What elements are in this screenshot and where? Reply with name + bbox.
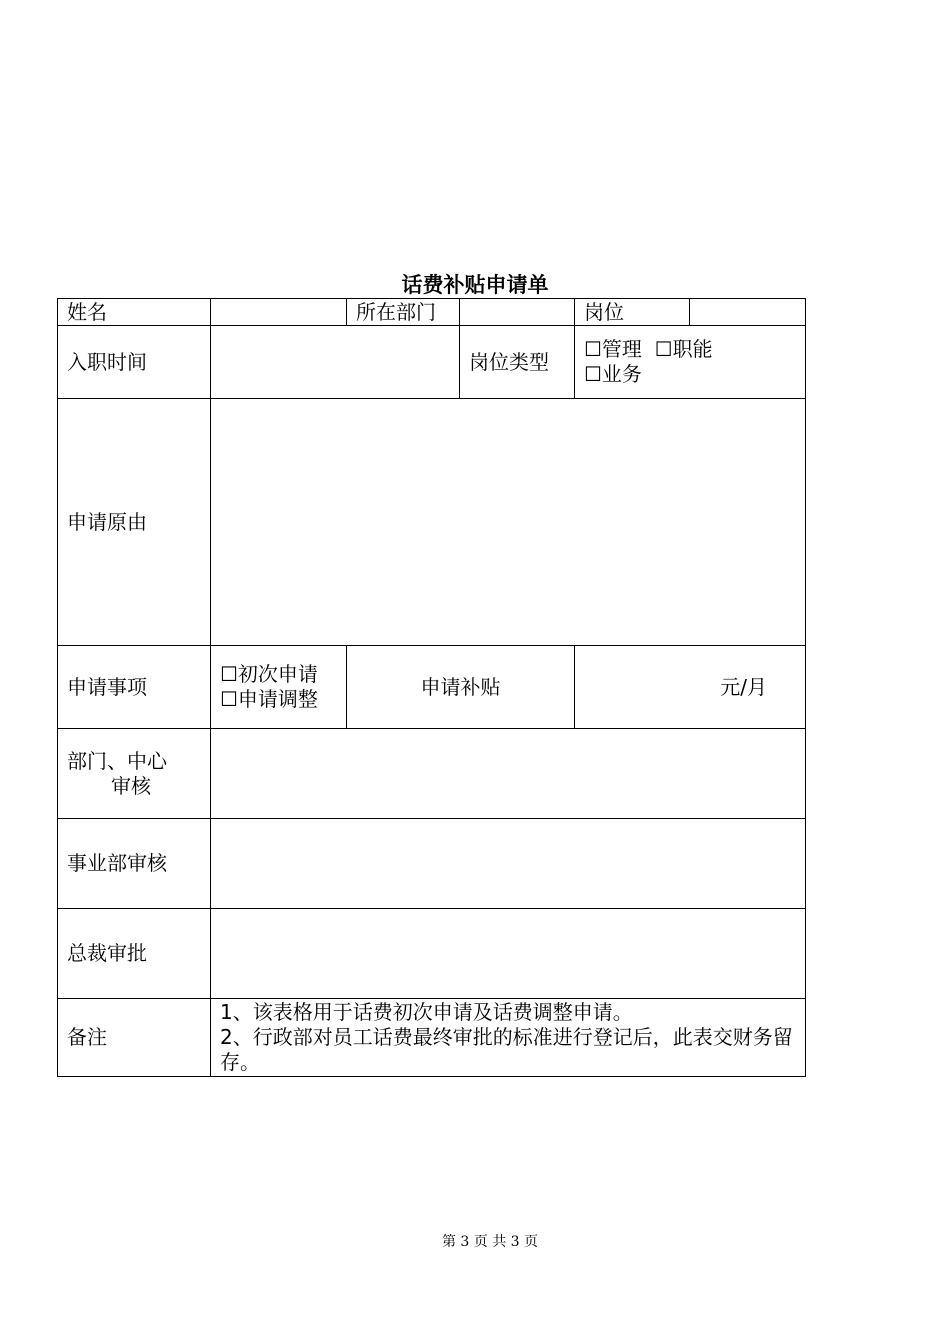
dept-review-label: [58, 729, 211, 819]
application-item-label: 申请事项: [58, 646, 211, 729]
row-division-review: [58, 819, 806, 909]
checkbox-business[interactable]: ☐业务: [584, 362, 642, 386]
checkbox-functional[interactable]: ☐职能: [654, 337, 713, 361]
page-footer: 第 3 页 共 3 页: [441, 1234, 539, 1250]
position-label: 岗位: [575, 299, 690, 326]
dept-review-label-line1: 部门、中心: [67, 748, 167, 773]
hire-date-label: 入职时间: [58, 326, 211, 399]
reason-label: 申请原由: [58, 399, 211, 646]
note-line-2: 2、行政部对员工话费最终审批的标准进行登记后，此表交财务留存。: [220, 1025, 793, 1074]
row-reason: [58, 399, 806, 646]
note-line-1: 1、该表格用于话费初次申请及话费调整申请。: [220, 1000, 633, 1024]
row-hire-info: [58, 326, 806, 399]
position-field[interactable]: [690, 299, 806, 326]
name-label: 姓名: [58, 299, 211, 326]
subsidy-unit: 元/月: [720, 674, 767, 699]
row-ceo-approval: [58, 909, 806, 999]
checkbox-initial-application[interactable]: ☐初次申请: [220, 662, 318, 686]
department-label: 所在部门: [347, 299, 460, 326]
division-review-label: 事业部审核: [58, 819, 211, 909]
position-type-options: [575, 326, 806, 399]
checkbox-adjustment-application[interactable]: ☐申请调整: [220, 687, 318, 711]
row-application-item: [58, 646, 806, 729]
dept-review-label-line2: 审核: [111, 773, 151, 798]
hire-date-field[interactable]: [211, 326, 460, 399]
row-dept-review: [58, 729, 806, 819]
name-field[interactable]: [211, 299, 347, 326]
ceo-approval-field[interactable]: [211, 909, 806, 999]
application-item-options: [211, 646, 347, 729]
ceo-approval-label: 总裁审批: [58, 909, 211, 999]
notes-content: [211, 999, 806, 1077]
row-basic-info: [58, 299, 806, 326]
form-title: 话费补贴申请单: [401, 273, 549, 297]
subsidy-amount-field[interactable]: [575, 646, 806, 729]
row-notes: [58, 999, 806, 1077]
dept-review-field[interactable]: [211, 729, 806, 819]
department-field[interactable]: [460, 299, 575, 326]
position-type-label: 岗位类型: [460, 326, 575, 399]
reason-field[interactable]: [211, 399, 806, 646]
subsidy-amount-label: 申请补贴: [347, 646, 575, 729]
division-review-field[interactable]: [211, 819, 806, 909]
subsidy-application-form: [57, 298, 806, 1077]
notes-label: 备注: [58, 999, 211, 1077]
checkbox-management[interactable]: ☐管理: [584, 337, 642, 361]
